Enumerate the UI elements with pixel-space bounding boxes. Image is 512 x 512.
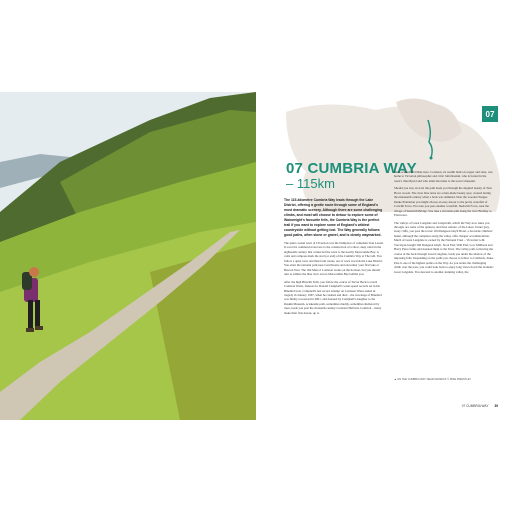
- body-paragraph: Should you stay on trail, the path leads you through the dappled beauty of Tarn Hows woods. The clear blue tarns are a man-made beauty spot, created during the nineteenth century when a beck was dammed. Near the wooded Tongue Intake Plantation you might choose an easy detour to the pretty waterfall of Colwith Force. En route you pass another waterfall, Skelwith Force, near the village of Skelwith Bridge. You take a riverside path along the river Brathay to Elterwater.: [394, 186, 492, 218]
- photo-caption: ▲ ON THE CUMBRIA WAY NEAR KESWICK © MIKE PRIESTLEY: [394, 378, 472, 381]
- book-spread: [0, 92, 512, 420]
- route-number-badge: 07: [482, 106, 498, 122]
- route-distance: – 115km: [286, 176, 335, 191]
- hiker-photo: [0, 92, 256, 420]
- text-column-left: [284, 198, 384, 318]
- footer-section: 07 CUMBRIA WAY: [461, 404, 489, 408]
- route-title: 07 CUMBRIA WAY: [286, 160, 417, 177]
- fell-landscape-illustration: [0, 92, 256, 420]
- intro-paragraph: The 115-kilometre Cumbria Way leads through the Lake District, offering a gentle route through some of England's most dramatic scenery. Although there are some challenging climbs, and most will choose to detour to explore some of Wainwright's favourite fells, the Cumbria Way is the perfect trail if you want to explore some of England's wildest countryside without getting lost. The Way generally follows good paths, often stone or gravel, and is clearly waymarked.: [284, 198, 383, 237]
- page-number: 39: [494, 404, 498, 408]
- page-footer: [462, 404, 498, 408]
- body-paragraph: mine-scarred Old Man, here. Coniston, its wealth built on copper and slate, was home to Victorian philosopher and critic John Ruskin, who is buried in the town's churchyard and who lends his name to the town's museum.: [394, 170, 493, 183]
- text-page: [256, 92, 512, 420]
- body-paragraph: After the high Blawith Fells, you follow the course of Torver Beck to reach Coniston Water, famous for Donald Campbell's water-speed records set in his Bluebird boat. Campbell's last record attempt on Coniston Water ended in tragedy in January 1967, when he crashed and died – the wreckage of Bluebird was finally recovered in 2001, and donated by Campbell's daughter to the Ruskin Museum. A lakeside path, sometimes muddy, sometimes sheltered by trees, leads you past the sixteenth-century Coniston Hall into Coniston – many make their first detour, up to: [284, 279, 382, 315]
- body-paragraph: The quiet coastal town of Ulverston was the birthplace of comedian Stan Laurel. It owed its commercial success to the construction of a short, deep canal in the eighteenth century that connected the town to the nearby Morecambe Bay. A cairn and compass mark the start (or end) of the Cumbria Way at The Gill. You follow a quiet road, and then farm tracks, out of town towards the Lake District. You enter the national park near Gawthwaite and encounter your first lake at Beacon Tarn. The Old Man of Coniston looms on the horizon, but you should turn to admire the blue view across Morecambe Bay behind you.: [284, 241, 384, 277]
- body-paragraph: The valleys of Great Langdale and Langstrath, which the Way now takes you through, are some of the quietest, and most remote, of the Lakes. Under grey, stony cliffs, you pass the iconic Old Dungeon Ghyll Hotel, a favourite climbers' haunt, although the campsites along the valley offer cheaper accommodation. Much of Great Langdale is owned by the National Trust – Victorian G.M. Trevelyan bought Old Dungeon Ghyll, Stool End, Wall End, Low Millbeck and Harry Place farms and donated them to the Trust. The valley path, following the course of the beck through Great Langdale, leads you under the shadow of the imposing fells. Depending on the paths you choose to follow to Caldbeck, Stake Pass is one of the highest points on the Way. As you tackle the challenging climb over the pass, you could look back to enjoy long views down the dramatic Great Langdale. You descend to another stunning valley, the: [394, 220, 494, 274]
- text-column-right: [394, 170, 494, 277]
